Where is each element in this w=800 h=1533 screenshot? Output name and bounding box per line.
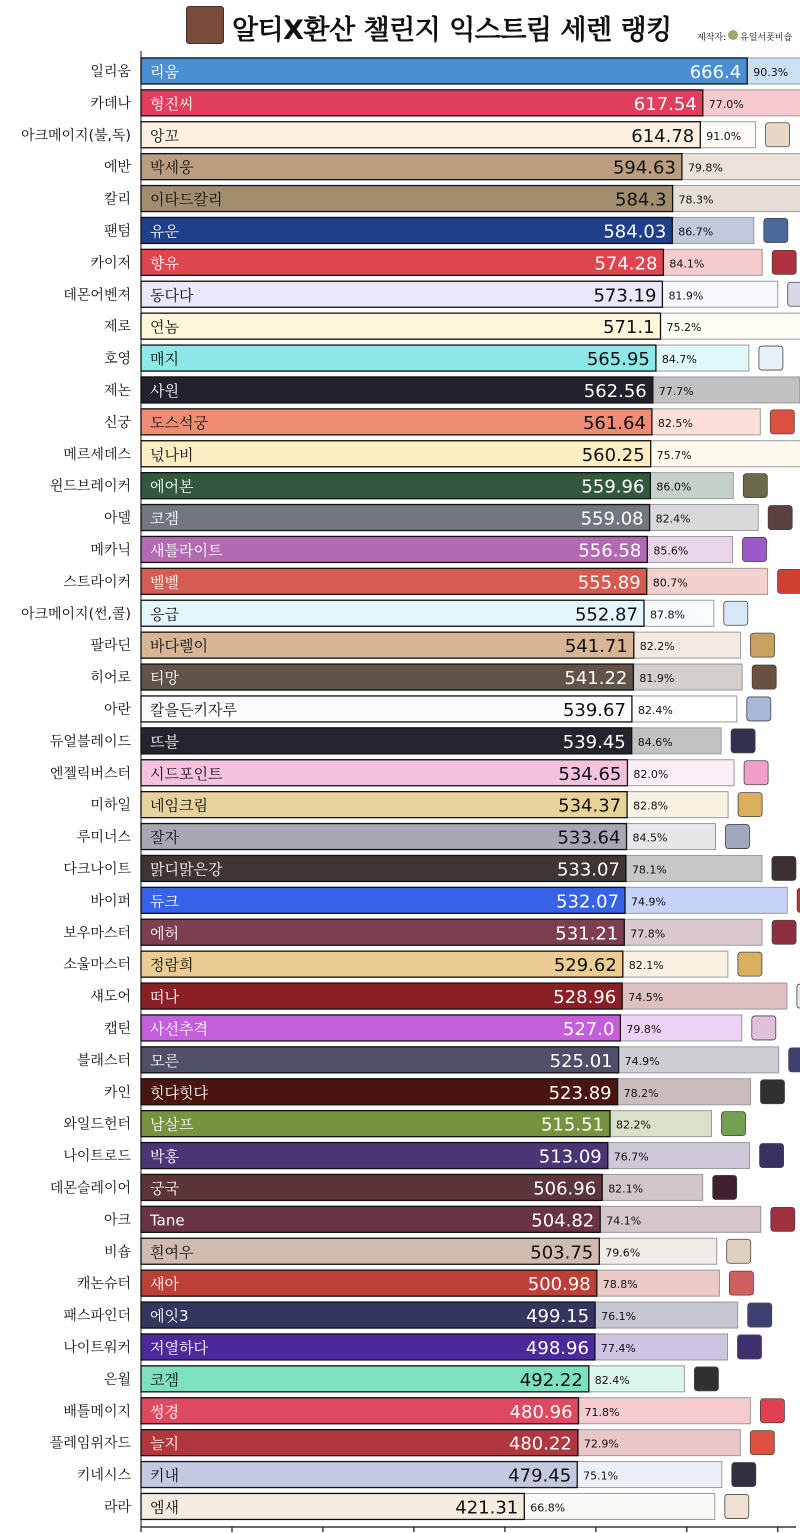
player-label: 코겜 [150,509,179,528]
value-label: 574.28 [594,253,658,275]
value-label: 541.22 [564,668,628,690]
bar [141,1111,610,1137]
value-label: 479.45 [508,1465,572,1487]
bar [141,951,623,977]
category-label: 윈드브레이커 [49,478,131,495]
percent-label: 79.8% [687,161,723,175]
player-label: 동다다 [150,286,194,305]
value-label: 539.67 [562,699,626,721]
category-label: 비숍 [103,1244,131,1261]
percent-label: 78.2% [623,1086,659,1100]
player-label: 사선추격 [150,1019,208,1038]
player-label: 저열하다 [150,1338,208,1357]
player-label: 새틀라이트 [150,541,223,560]
character-portrait-icon [766,123,790,147]
value-label: 421.31 [455,1497,519,1519]
percent-label: 82.4% [655,512,691,526]
percent-label: 77.4% [600,1341,636,1355]
category-label: 카인 [103,1084,131,1101]
value-label: 529.62 [553,955,617,977]
character-portrait-icon [752,665,776,689]
character-portrait-icon [744,761,768,785]
character-portrait-icon [759,346,783,370]
value-label: 506.96 [533,1178,597,1200]
bar [141,249,663,275]
category-label: 카이저 [90,255,131,272]
player-label: 궁국 [150,1179,179,1198]
bar [141,983,622,1009]
category-label: 아크메이지(썬,콜) [20,606,131,623]
value-label: 541.71 [564,636,628,658]
value-label: 560.25 [581,444,645,466]
value-label: 492.22 [519,1369,583,1391]
player-label: 시드포인트 [150,764,223,783]
player-label: 키내 [150,1466,179,1485]
percent-label: 78.8% [602,1278,638,1292]
bar [141,728,632,754]
player-label: 연놈 [150,318,179,337]
percent-label: 66.8% [530,1501,566,1515]
player-label: 정람희 [150,956,194,975]
character-portrait-icon [738,952,762,976]
character-portrait-icon [722,1112,746,1136]
category-label: 메르세데스 [63,446,131,463]
player-label: 리움 [150,62,179,81]
percent-label: 78.1% [631,863,667,877]
character-portrait-icon [778,569,800,593]
value-label: 584.03 [603,221,667,243]
percent-label: 87.8% [649,608,685,622]
category-label: 아크 [103,1212,131,1229]
player-label: Tane [150,1211,185,1230]
character-portrait-icon [713,1175,737,1199]
value-label: 559.96 [581,476,645,498]
value-label: 500.98 [527,1274,591,1296]
character-portrait-icon [727,1239,751,1263]
player-label: 사원 [150,381,179,400]
value-label: 515.51 [540,1114,604,1136]
percent-label: 74.9% [631,895,666,909]
character-portrait-icon [772,856,796,880]
value-label: 499.15 [526,1306,590,1328]
category-label: 데몬슬레이어 [49,1180,131,1197]
player-label: 잘자 [150,828,179,847]
percent-label: 74.9% [624,1054,660,1068]
value-label: 525.01 [549,1050,613,1072]
value-label: 480.96 [509,1401,573,1423]
bar [141,473,650,499]
category-label: 키네시스 [76,1467,131,1484]
value-label: 539.45 [562,731,626,753]
player-label: 흰여우 [150,1243,194,1262]
category-label: 블래스터 [76,1052,131,1069]
value-label: 480.22 [508,1433,572,1455]
category-label: 제로 [103,319,131,336]
character-portrait-icon [729,1271,753,1295]
bar [141,1079,618,1105]
character-portrait-icon [750,1431,774,1455]
percent-label: 84.1% [669,257,705,271]
value-label: 534.37 [558,795,622,817]
category-label: 보우마스터 [63,925,131,942]
percent-label: 82.2% [639,640,675,654]
value-label: 555.89 [577,572,641,594]
character-portrait-icon [770,410,794,434]
value-label: 513.09 [538,1146,602,1168]
percent-label: 74.1% [606,1214,642,1228]
player-label: 넋나비 [150,445,194,464]
category-label: 나이트워커 [63,1339,131,1356]
player-label: 듀크 [150,892,179,911]
bar [141,90,703,116]
character-portrait-icon [732,1463,756,1487]
character-portrait-icon [751,633,775,657]
character-portrait-icon [768,506,792,530]
player-label: 늘지 [150,1434,179,1453]
character-portrait-icon [761,1080,785,1104]
value-label: 527.0 [562,1018,615,1040]
category-label: 루미너스 [76,829,131,846]
percent-label: 90.3% [753,65,789,79]
category-label: 호영 [103,351,131,368]
category-label: 에반 [103,159,131,176]
player-label: 떠나 [150,988,179,1007]
player-label: 벨벨 [150,573,179,592]
player-label: 새아 [150,1275,179,1294]
percent-label: 91.0% [706,129,742,143]
player-label: 이타드칼리 [150,190,223,209]
chart-title: 알티X환산 챌린지 익스트림 세렌 랭킹 [232,15,672,46]
character-portrait-icon [760,1399,784,1423]
category-label: 미하일 [90,797,131,814]
player-label: 에잇3 [150,1307,189,1326]
percent-label: 84.5% [632,831,668,845]
character-portrait-icon [772,250,796,274]
value-label: 531.21 [555,923,619,945]
category-label: 와일드헌터 [63,1116,131,1133]
bar [141,632,634,658]
percent-label: 76.7% [613,1150,649,1164]
character-portrait-icon [764,218,788,242]
category-label: 칼리 [103,191,131,208]
category-label: 나이트로드 [63,1148,131,1165]
bar [141,377,653,403]
value-label: 614.78 [631,125,695,147]
category-label: 패스파인더 [63,1308,131,1325]
category-label: 메카닉 [90,542,131,559]
value-label: 561.64 [582,412,646,434]
character-portrait-icon [789,1048,800,1072]
value-label: 523.89 [548,1082,612,1104]
category-label: 다크나이트 [63,861,131,878]
bar [141,887,625,913]
category-label: 배틀메이지 [63,1403,131,1420]
percent-label: 79.8% [626,1022,662,1036]
bar [141,345,656,371]
bar [141,281,662,307]
bar [141,122,700,148]
category-label: 캐논슈터 [76,1276,131,1293]
percent-label: 82.5% [657,416,693,430]
player-label: 엠새 [150,1498,179,1517]
player-label: 박세웅 [150,158,194,177]
percent-label: 75.7% [656,448,692,462]
bar [141,217,672,243]
value-label: 534.65 [558,763,622,785]
player-label: 응급 [150,605,179,624]
value-label: 503.75 [530,1242,594,1264]
player-label: 향유 [150,254,179,273]
bar [141,664,633,690]
character-portrait-icon [788,282,800,306]
player-label: 에어본 [150,477,194,496]
player-label: 맑디맑은강 [150,860,223,879]
category-label: 은월 [103,1371,131,1388]
player-label: 매지 [150,350,179,369]
bar [141,154,682,180]
player-label: 형진씨 [150,94,194,113]
percent-label: 74.5% [628,991,664,1005]
player-label: 에허 [150,924,179,943]
player-label: 앙꼬 [150,126,179,145]
character-portrait-icon [760,1144,784,1168]
bar [141,441,651,467]
value-label: 571.1 [603,317,655,339]
percent-label: 82.4% [637,703,673,717]
category-label: 소울마스터 [63,957,131,974]
character-portrait-icon [743,474,767,498]
category-label: 아란 [103,701,131,718]
percent-label: 78.3% [678,193,714,207]
category-label: 아델 [103,510,131,527]
player-label: 네임크림 [150,796,208,815]
value-label: 533.07 [556,859,620,881]
player-label: 칼을든키자루 [150,700,237,719]
percent-label: 76.1% [601,1310,637,1324]
player-label: 힛댜힛댜 [150,1083,208,1102]
category-label: 데몬어벤져 [63,287,131,304]
category-label: 플레임위자드 [49,1435,131,1452]
category-label: 일리움 [90,63,131,80]
character-portrait-icon [771,1207,795,1231]
bar [141,824,627,850]
bar [141,1015,620,1041]
percent-label: 86.0% [656,480,692,494]
value-label: 556.58 [578,540,642,562]
bar [141,409,652,435]
percent-label: 80.7% [652,576,688,590]
category-label: 제논 [103,382,131,399]
percent-label: 82.2% [615,1118,651,1132]
category-label: 라라 [103,1499,131,1516]
bar [141,600,644,626]
percent-label: 86.7% [678,225,714,239]
character-portrait-icon [748,1303,772,1327]
percent-label: 82.4% [594,1373,630,1387]
percent-label: 77.8% [630,927,666,941]
percent-label: 77.0% [708,97,744,111]
value-label: 617.54 [633,93,697,115]
category-label: 팔라딘 [90,638,131,655]
percent-label: 82.8% [633,799,669,813]
percent-label: 72.9% [583,1437,619,1451]
character-portrait-icon [724,601,748,625]
value-label: 565.95 [586,349,650,371]
player-label: 모른 [150,1051,179,1070]
bar [141,568,647,594]
category-label: 스트라이커 [63,574,131,591]
value-label: 533.64 [557,827,621,849]
player-label: 도스석궁 [150,413,208,432]
category-label: 바이퍼 [90,893,131,910]
percent-label: 82.1% [628,959,664,973]
character-portrait-icon [772,920,796,944]
bar [141,1143,608,1169]
character-portrait-icon [747,697,771,721]
player-label: 바다렐이 [150,637,208,656]
category-label: 캡틴 [103,1020,131,1037]
player-label: 유운 [150,222,179,241]
character-portrait-icon [752,1016,776,1040]
percent-label: 75.2% [666,321,702,335]
value-label: 584.3 [615,189,667,211]
percent-label: 84.7% [661,353,697,367]
value-label: 552.87 [574,604,638,626]
maker-label: 제작자: [697,33,727,43]
character-portrait-icon [738,793,762,817]
player-label: 박홍 [150,1147,179,1166]
percent-label: 79.6% [605,1246,641,1260]
category-label: 팬텀 [103,223,131,240]
bar [141,792,627,818]
value-label: 562.56 [583,380,647,402]
percent-label: 84.6% [637,735,673,749]
category-label: 아크메이지(불,독) [20,127,131,144]
percent-label: 81.9% [639,672,675,686]
character-portrait-icon [726,825,750,849]
percent-label: 81.9% [668,289,704,303]
percent-label: 71.8% [584,1405,620,1419]
bar [141,313,661,339]
category-label: 엔젤릭버스터 [49,765,131,782]
value-label: 559.08 [580,508,644,530]
character-portrait-icon [731,729,755,753]
percent-label: 77.7% [658,384,694,398]
category-label: 신궁 [103,414,131,431]
value-label: 666.4 [689,61,742,83]
bar [141,919,624,945]
bar [141,505,650,531]
character-portrait-icon [694,1367,718,1391]
player-label: 티망 [150,669,179,688]
player-label: 뜨블 [150,732,179,751]
value-label: 504.82 [531,1210,595,1232]
character-portrait-icon [738,1335,762,1359]
category-label: 듀얼블레이드 [49,733,131,750]
value-label: 573.19 [593,285,657,307]
bar [141,1047,619,1073]
maker-name: 유일서폿비숍 [740,33,793,43]
percent-label: 82.0% [633,767,669,781]
player-label: 코겜 [150,1370,179,1389]
category-label: 히어로 [90,670,131,687]
percent-label: 75.1% [583,1469,619,1483]
character-portrait-icon [743,537,767,561]
value-label: 594.63 [612,157,676,179]
value-label: 528.96 [553,987,617,1009]
category-label: 카데나 [90,95,131,112]
value-label: 532.07 [556,891,620,913]
value-label: 498.96 [525,1337,589,1359]
percent-label: 82.1% [608,1182,644,1196]
player-label: 남살프 [150,1115,194,1134]
bar [141,58,747,84]
character-portrait-icon [725,1494,749,1518]
category-label: 섀도어 [90,989,131,1006]
percent-label: 85.6% [653,544,689,558]
player-label: 썽경 [150,1402,179,1421]
